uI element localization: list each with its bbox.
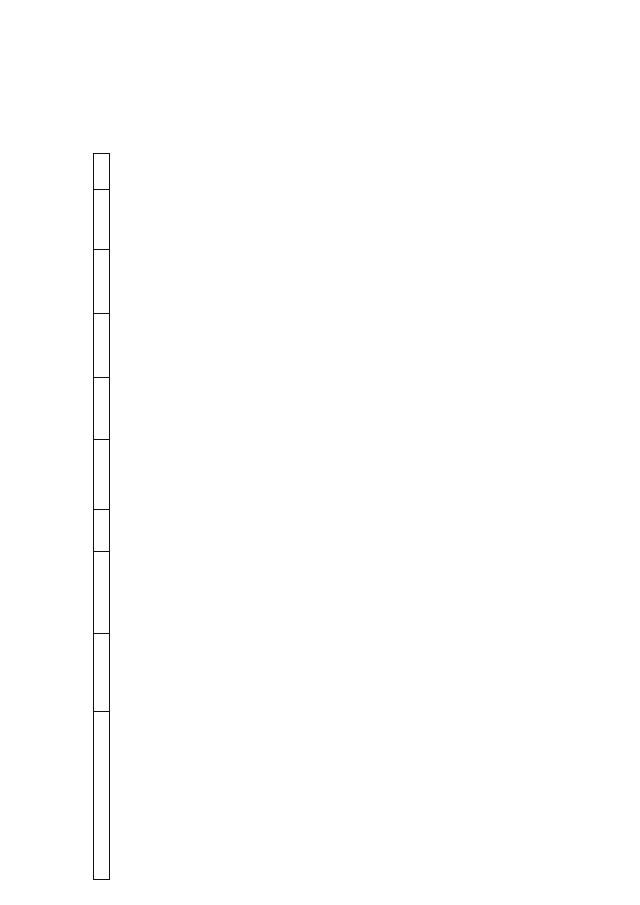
header-cell-8 xyxy=(94,250,110,314)
header-cell-2 xyxy=(94,634,110,712)
header-cell-3 xyxy=(94,552,110,634)
header-cell-6 xyxy=(94,378,110,440)
header-cell-10 xyxy=(94,154,110,190)
header-cell-1 xyxy=(94,712,110,880)
header-cell-7 xyxy=(94,314,110,378)
header-cell-4 xyxy=(94,510,110,552)
program-table xyxy=(93,30,112,881)
program-title-row xyxy=(110,30,113,880)
table-body xyxy=(94,30,113,880)
rotated-sheet xyxy=(93,30,603,880)
header-cell-9 xyxy=(94,190,110,250)
program-title xyxy=(110,154,113,880)
header-cell-5 xyxy=(94,440,110,510)
header-row xyxy=(94,30,110,880)
